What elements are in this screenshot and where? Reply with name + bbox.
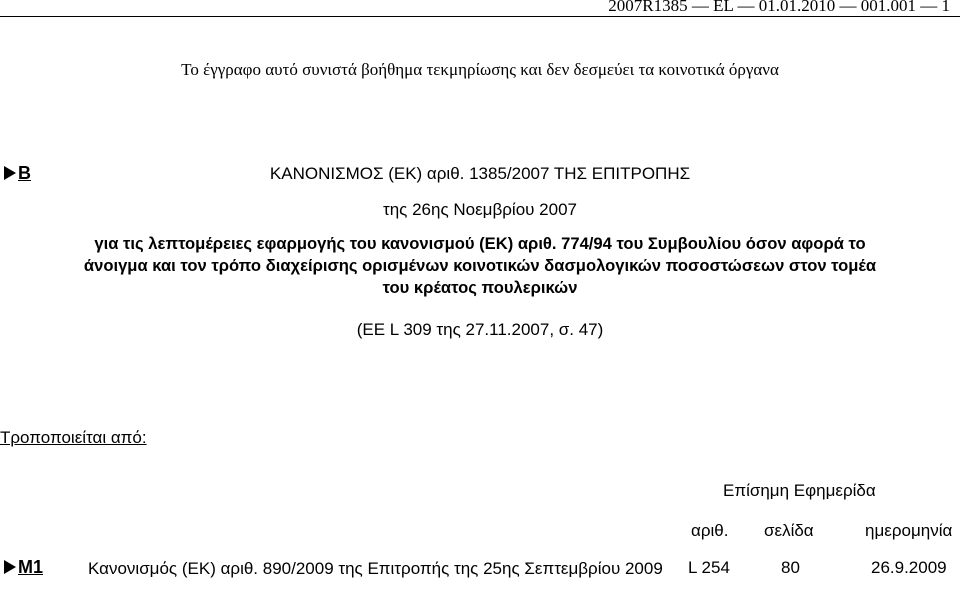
column-header-page: σελίδα (764, 521, 814, 540)
document-reference-header: 2007R1385 — EL — 01.01.2010 — 001.001 — 1 (608, 0, 950, 15)
regulation-subject-line: για τις λεπτομέρειες εφαρμογής του κανονισμού (ΕΚ) αριθ. 774/94 του Συμβουλίου όσον αφορά το (94, 234, 866, 253)
official-journal-heading: Επίσημη Εφημερίδα (723, 481, 876, 500)
amendment-date: 26.9.2009 (871, 558, 947, 577)
regulation-subject (0, 233, 960, 299)
amendment-page: 80 (781, 558, 800, 577)
regulation-date: της 26ης Νοεμβρίου 2007 (383, 200, 577, 219)
regulation-title: ΚΑΝΟΝΙΣΜΟΣ (ΕΚ) αριθ. 1385/2007 ΤΗΣ ΕΠΙΤΡΟΠΗΣ (269, 164, 691, 183)
triangle-marker-icon (4, 560, 16, 574)
marker-code: M1 (18, 557, 44, 577)
column-header-date: ημερομηνία (865, 521, 953, 540)
marker-m1[interactable] (4, 557, 43, 578)
amendment-number: L 254 (688, 558, 730, 577)
regulation-subject-line: του κρέατος πουλερικών (382, 278, 578, 297)
amendment-title: Κανονισμός (ΕΚ) αριθ. 890/2009 της Επιτροπής της 25ης Σεπτεμβρίου 2009 (88, 559, 663, 578)
amended-by-heading: Τροποποιείται από: (0, 428, 147, 447)
regulation-subject-line: άνοιγμα και τον τρόπο διαχείρισης ορισμένων κοινοτικών δασμολογικών ποσοστώσεων στον τομέα (83, 256, 877, 275)
publication-reference: (ΕΕ L 309 της 27.11.2007, σ. 47) (356, 320, 604, 339)
marker-code: B (18, 163, 31, 183)
header-divider (0, 16, 960, 17)
disclaimer-text: Το έγγραφο αυτό συνιστά βοήθημα τεκμηρίωσης και δεν δεσμεύει τα κοινοτικά όργανα (181, 60, 779, 79)
column-header-number: αριθ. (691, 521, 729, 540)
